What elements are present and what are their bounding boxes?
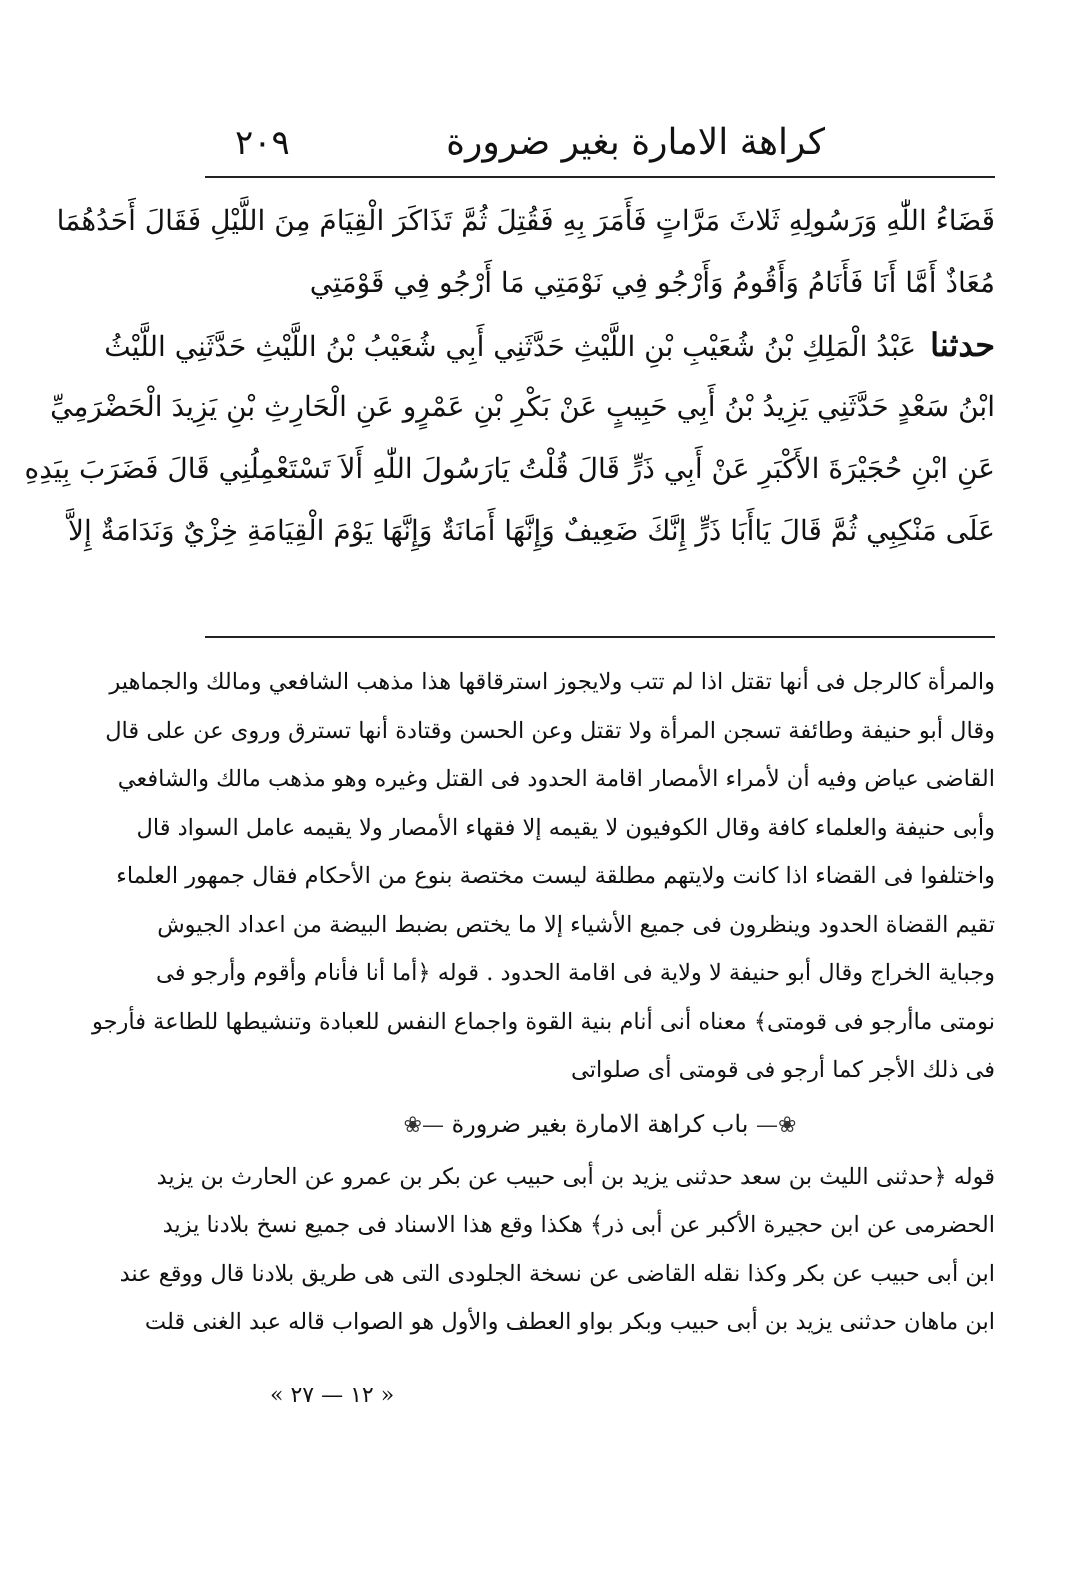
chapter-heading xyxy=(205,1095,995,1153)
commentary-line: وقال أبو حنيفة وطائفة تسجن المرأة ولا تقتل وعن الحسن وقتادة أنها تسترق وروى عن على قال xyxy=(105,717,995,744)
commentary-line: ابن ماهان حدثنى يزيد بن أبى حبيب وبكر بواو العطف والأول هو الصواب قاله عبد الغنى قلت xyxy=(144,1309,995,1335)
hadith-line xyxy=(104,314,995,376)
running-title: كراهة الامارة بغير ضرورة xyxy=(446,122,825,163)
commentary-separator xyxy=(205,636,995,638)
hadith-line: ابْنُ سَعْدٍ حَدَّثَنِي يَزِيدُ بْنُ أَبِي حَبِيبٍ عَنْ بَكْرِ بْنِ عَمْرٍو عَنِ الْحَارِثِ بْنِ يَزِيدَ الْحَضْرَمِيِّ xyxy=(50,390,995,423)
commentary-line: نومتى ماأرجو فى قومتى﴾ معناه أنى أنام بنية القوة واجماع النفس للعبادة وتنشيطها للطاعة فأرجو xyxy=(91,1008,995,1035)
commentary-line: وأبى حنيفة والعلماء كافة وقال الكوفيون لا يقيمه إلا فقهاء الأمصار ولا يقيمه عامل السواد قال xyxy=(136,814,995,841)
hadith-line: مُعَاذٌ أَمَّا أَنَا فَأَنَامُ وَأَقُومُ وَأَرْجُو فِي نَوْمَتِي مَا أَرْجُو فِي قَوْمَتِي xyxy=(309,266,995,299)
commentary-line: واختلفوا فى القضاء اذا كانت ولايتهم مطلقة ليست مختصة بنوع من الأحكام فقال جمهور العلماء xyxy=(116,863,995,889)
commentary-line: تقيم القضاة الحدود وينظرون فى جميع الأشياء إلا ما يختص بضبط البيضة من اعداد الجيوش xyxy=(157,911,995,938)
page-number: ٢٠٩ xyxy=(235,123,290,163)
commentary-line: ابن أبى حبيب عن بكر وكذا نقله القاضى عن نسخة الجلودى التى هى طريق بلادنا قال ووقع عند xyxy=(119,1260,995,1287)
hadith-line: قَضَاءُ اللّٰهِ وَرَسُولِهِ ثَلاثَ مَرَّاتٍ فَأَمَرَ بِهِ فَقُتِلَ ثُمَّ تَذَاكَرَ الْقِيَامَ مِنَ اللَّيْلِ فَقَالَ أَحَدُهُمَا xyxy=(56,204,995,237)
commentary-line: وجباية الخراج وقال أبو حنيفة لا ولاية فى اقامة الحدود . قوله ﴿أما أنا فأنام وأقوم وأرجو فى xyxy=(156,960,995,986)
commentary-line: قوله ﴿حدثنى الليث بن سعد حدثنى يزيد بن أبى حبيب عن بكر بن عمرو عن الحارث بن يزيد xyxy=(156,1163,995,1190)
signature-mark: « ١٢ — ٢٧ » xyxy=(270,1383,395,1408)
ornament-icon: ❀— xyxy=(756,1112,797,1138)
commentary-line: والمرأة كالرجل فى أنها تقتل اذا لم تتب ولايجوز استرقاقها هذا مذهب الشافعي ومالك والجماهير xyxy=(109,669,995,695)
hadith-line: عَنِ ابْنِ حُجَيْرَةَ الأَكْبَرِ عَنْ أَبِي ذَرٍّ قَالَ قُلْتُ يَارَسُولَ اللّٰهِ أَلاَ تَسْتَعْمِلُنِي قَالَ فَضَرَبَ بِيَدِهِ xyxy=(24,452,995,485)
commentary-line: القاضى عياض وفيه أن لأمراء الأمصار اقامة الحدود فى القتل وغيره وهو مذهب مالك والشافعي xyxy=(117,766,995,792)
commentary-line: الحضرمى عن ابن حجيرة الأكبر عن أبى ذر﴾ هكذا وقع هذا الاسناد فى جميع نسخ بلادنا يزيد xyxy=(162,1212,995,1238)
hadith-line-text: عَبْدُ الْمَلِكِ بْنُ شُعَيْبِ بْنِ اللَّيْثِ حَدَّثَنِي أَبِي شُعَيْبُ بْنُ اللَّيْثِ حَدَّثَنِي اللَّيْثُ xyxy=(104,330,917,363)
chapter-title: باب كراهة الامارة بغير ضرورة xyxy=(451,1109,749,1138)
ornament-icon: —❀ xyxy=(403,1112,444,1138)
hadith-line: عَلَى مَنْكِبِي ثُمَّ قَالَ يَاأَبَا ذَرٍّ إِنَّكَ ضَعِيفٌ وَإِنَّهَا أَمَانَةٌ وَإِنَّهَا يَوْمَ الْقِيَامَةِ خِزْيٌ وَنَدَامَةٌ إِلاَّ xyxy=(68,514,995,547)
hadith-marker: حدثنا xyxy=(930,326,995,364)
commentary-line: فى ذلك الأجر كما أرجو فى قومتى أى صلواتى xyxy=(571,1057,995,1083)
commentary-text xyxy=(91,658,995,1347)
hadith-text xyxy=(24,190,995,562)
page-header xyxy=(205,118,1005,168)
header-rule xyxy=(205,176,995,178)
